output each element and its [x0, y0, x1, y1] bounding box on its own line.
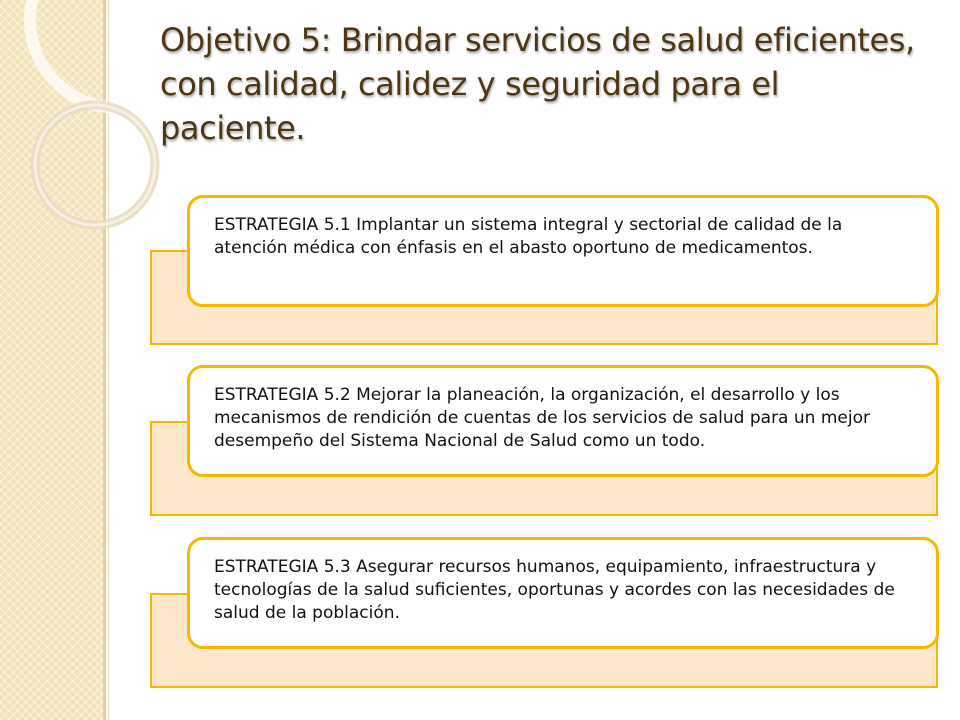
strategy-card-2 [187, 365, 939, 477]
strategy-text-1: ESTRATEGIA 5.1 Implantar un sistema integral y sectorial de calidad de la atención médica con énfasis en el abasto oportuno de medicamentos. [214, 215, 843, 258]
strategy-card-3 [187, 537, 939, 649]
strategy-text-3: ESTRATEGIA 5.3 Asegurar recursos humanos, equipamiento, infraestructura y tecnologías de la salud suficientes, oportunas y acordes con las necesidades de salud de la población. [214, 557, 895, 623]
slide-title: Objetivo 5: Brindar servicios de salud eficientes, con calidad, calidez y seguridad para el paciente. [160, 21, 915, 147]
strategy-card-1 [187, 195, 939, 307]
strategy-text-2: ESTRATEGIA 5.2 Mejorar la planeación, la organización, el desarrollo y los mecanismos de rendición de cuentas de los servicios de salud para un mejor desempeño del Sistema Nacional de Salud como un todo. [214, 385, 870, 451]
decorative-ring-small-highlight [35, 105, 155, 225]
